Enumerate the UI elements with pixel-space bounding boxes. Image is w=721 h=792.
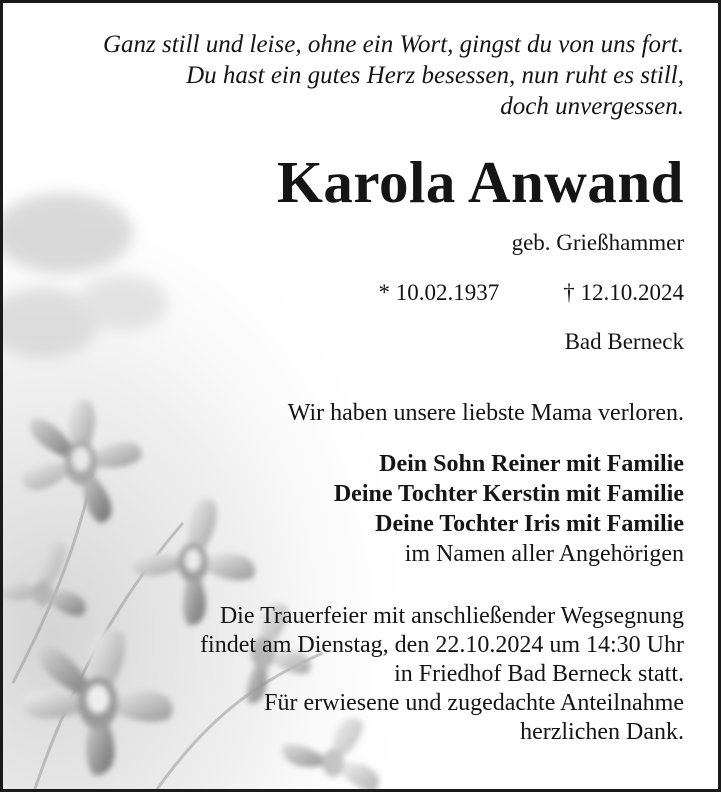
place: Bad Berneck	[564, 329, 684, 354]
poem-line: Ganz still und leise, ohne ein Wort, gingst du von uns fort.	[102, 31, 684, 58]
service-line: in Friedhof Bad Berneck statt.	[394, 661, 684, 687]
service-line: findet am Dienstag, den 22.10.2024 um 14:30 Uhr	[200, 632, 684, 658]
birth-date: * 10.02.1937	[378, 280, 500, 305]
family-line: Deine Tochter Kerstin mit Familie	[333, 481, 684, 507]
birth-name: geb. Grießhammer	[511, 230, 684, 255]
life-dates	[379, 279, 685, 307]
service-line: Die Trauerfeier mit anschließender Wegsegnung	[219, 603, 684, 629]
death-date: † 12.10.2024	[563, 280, 684, 305]
poem	[103, 29, 684, 122]
poem-line: doch unvergessen.	[500, 93, 684, 120]
deceased-name: Karola Anwand	[276, 149, 684, 215]
family-signatures	[334, 449, 684, 569]
family-closing: im Namen aller Angehörigen	[404, 541, 684, 567]
funeral-service-info	[200, 602, 684, 747]
family-line: Dein Sohn Reiner mit Familie	[379, 451, 684, 477]
service-line: herzlichen Dank.	[520, 719, 684, 745]
poem-line: Du hast ein gutes Herz besessen, nun ruht es still,	[186, 62, 684, 89]
mourning-message: Wir haben unsere liebste Mama verloren.	[287, 400, 684, 426]
family-line: Deine Tochter Iris mit Familie	[375, 511, 684, 537]
service-line: Für erwiesene und zugedachte Anteilnahme	[264, 690, 684, 716]
